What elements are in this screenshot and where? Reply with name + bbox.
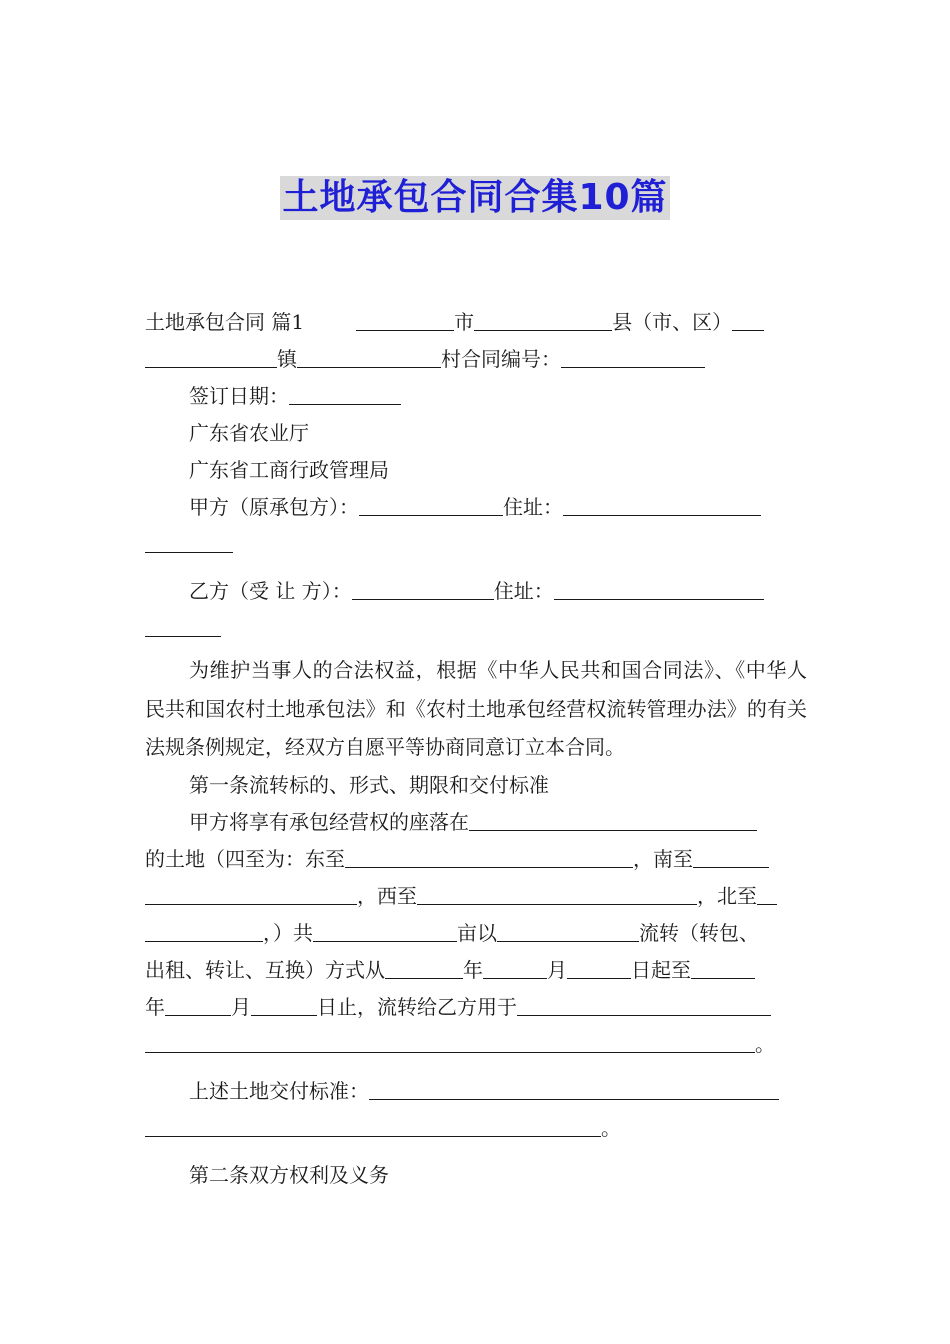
city-label: 市 [454, 310, 475, 334]
party-b-line [145, 573, 807, 610]
article-1-heading: 第一条流转标的、形式、期限和交付标准 [189, 772, 549, 797]
article-1-text-9: 出租、转让、互换）方式从 [145, 957, 385, 982]
location-blank[interactable] [469, 808, 757, 831]
town-label: 镇 [277, 347, 297, 371]
header-line-1 [145, 304, 807, 341]
contract-no-blank[interactable] [561, 345, 705, 368]
period-mark: 。 [601, 1115, 621, 1140]
party-b-address-label: 住址： [493, 579, 554, 603]
article-1-text-3: ，南至 [633, 846, 693, 871]
article-1-text-5: ，北至 [697, 883, 757, 908]
header-line-2 [145, 341, 807, 378]
article-1-line-4 [145, 915, 807, 952]
end-month-blank[interactable] [165, 993, 231, 1016]
end-day-blank[interactable] [251, 993, 317, 1016]
south-blank[interactable] [693, 845, 769, 868]
end-year-blank[interactable] [691, 956, 755, 979]
article-1-text-7: 亩以 [457, 920, 497, 945]
article-1-line-3 [145, 878, 807, 915]
sign-date-blank[interactable] [289, 382, 401, 405]
delivery-blank[interactable] [369, 1077, 779, 1100]
county-blank[interactable] [474, 308, 612, 331]
party-b-label: 乙方（受 让 方）： [189, 579, 352, 603]
preamble-paragraph: 为维护当事人的合法权益，根据《中华人民共和国合同法》、《中华人民共和国农村土地承包法》和《农村土地承包经营权流转管理办法》的有关法规条例规定，经双方自愿平等协商同意订立本合同。 [145, 658, 807, 759]
party-a-address-blank-cont[interactable] [145, 530, 233, 553]
sign-date-label: 签订日期： [189, 384, 289, 408]
delivery-label: 上述土地交付标准： [189, 1078, 369, 1103]
village-blank[interactable] [297, 345, 441, 368]
start-month-blank[interactable] [483, 956, 547, 979]
day-until-label: 日止，流转给乙方用于 [317, 994, 517, 1019]
party-a-line [145, 489, 807, 526]
article-1-text-8: 流转（转包、 [639, 920, 759, 945]
party-b-line-cont [145, 610, 807, 647]
party-b-address-blank-cont[interactable] [145, 614, 221, 637]
sign-date-line [145, 378, 807, 415]
start-day-blank[interactable] [567, 956, 631, 979]
party-a-name-blank[interactable] [359, 493, 503, 516]
article-1-text-1: 甲方将享有承包经营权的座落在 [189, 809, 469, 834]
town-blank-start[interactable] [732, 308, 764, 331]
transfer-mode-blank[interactable] [497, 919, 639, 942]
east-blank[interactable] [345, 845, 633, 868]
article-1-line-2 [145, 841, 807, 878]
year-label: 年 [145, 994, 165, 1019]
article-1-text-6: ，）共 [263, 920, 313, 945]
party-b-address-blank[interactable] [554, 577, 764, 600]
article-1-line-1 [145, 804, 807, 841]
south-blank-cont[interactable] [145, 882, 357, 905]
purpose-blank[interactable] [517, 993, 771, 1016]
delivery-blank-cont[interactable] [145, 1114, 601, 1137]
north-blank[interactable] [757, 882, 777, 905]
north-blank-cont[interactable] [145, 919, 263, 942]
month-label: 月 [547, 957, 567, 982]
issuer-2: 广东省工商行政管理局 [189, 458, 389, 482]
area-blank[interactable] [313, 919, 457, 942]
article-1-text-4: ，西至 [357, 883, 417, 908]
day-from-label: 日起至 [631, 957, 691, 982]
year-label: 年 [463, 957, 483, 982]
contract-label: 土地承包合同 篇1 [145, 310, 305, 334]
period-mark: 。 [755, 1031, 775, 1056]
issuer-1: 广东省农业厅 [189, 421, 309, 445]
article-1-line-7 [145, 1026, 807, 1063]
party-a-address-label: 住址： [503, 495, 563, 519]
town-blank[interactable] [145, 345, 277, 368]
article-1-text-2: 的土地（四至为：东至 [145, 846, 345, 871]
party-a-address-blank[interactable] [563, 493, 761, 516]
city-blank[interactable] [356, 308, 454, 331]
document-body [145, 304, 807, 1194]
document-title: 土地承包合同合集10篇 [282, 177, 668, 218]
month-label: 月 [231, 994, 251, 1019]
title-wrap [0, 176, 950, 220]
delivery-line [145, 1073, 807, 1110]
party-a-label: 甲方（原承包方）： [189, 495, 359, 519]
west-blank[interactable] [417, 882, 697, 905]
article-1-line-6 [145, 989, 807, 1026]
party-b-name-blank[interactable] [352, 577, 494, 600]
party-a-line-cont [145, 526, 807, 563]
purpose-blank-cont[interactable] [145, 1030, 755, 1053]
delivery-line-cont [145, 1110, 807, 1147]
county-label: 县（市、区） [612, 310, 733, 334]
article-2-heading: 第二条双方权利及义务 [189, 1162, 389, 1187]
article-1-line-5 [145, 952, 807, 989]
village-contract-no-label: 村合同编号： [441, 347, 561, 371]
start-year-blank[interactable] [385, 956, 463, 979]
